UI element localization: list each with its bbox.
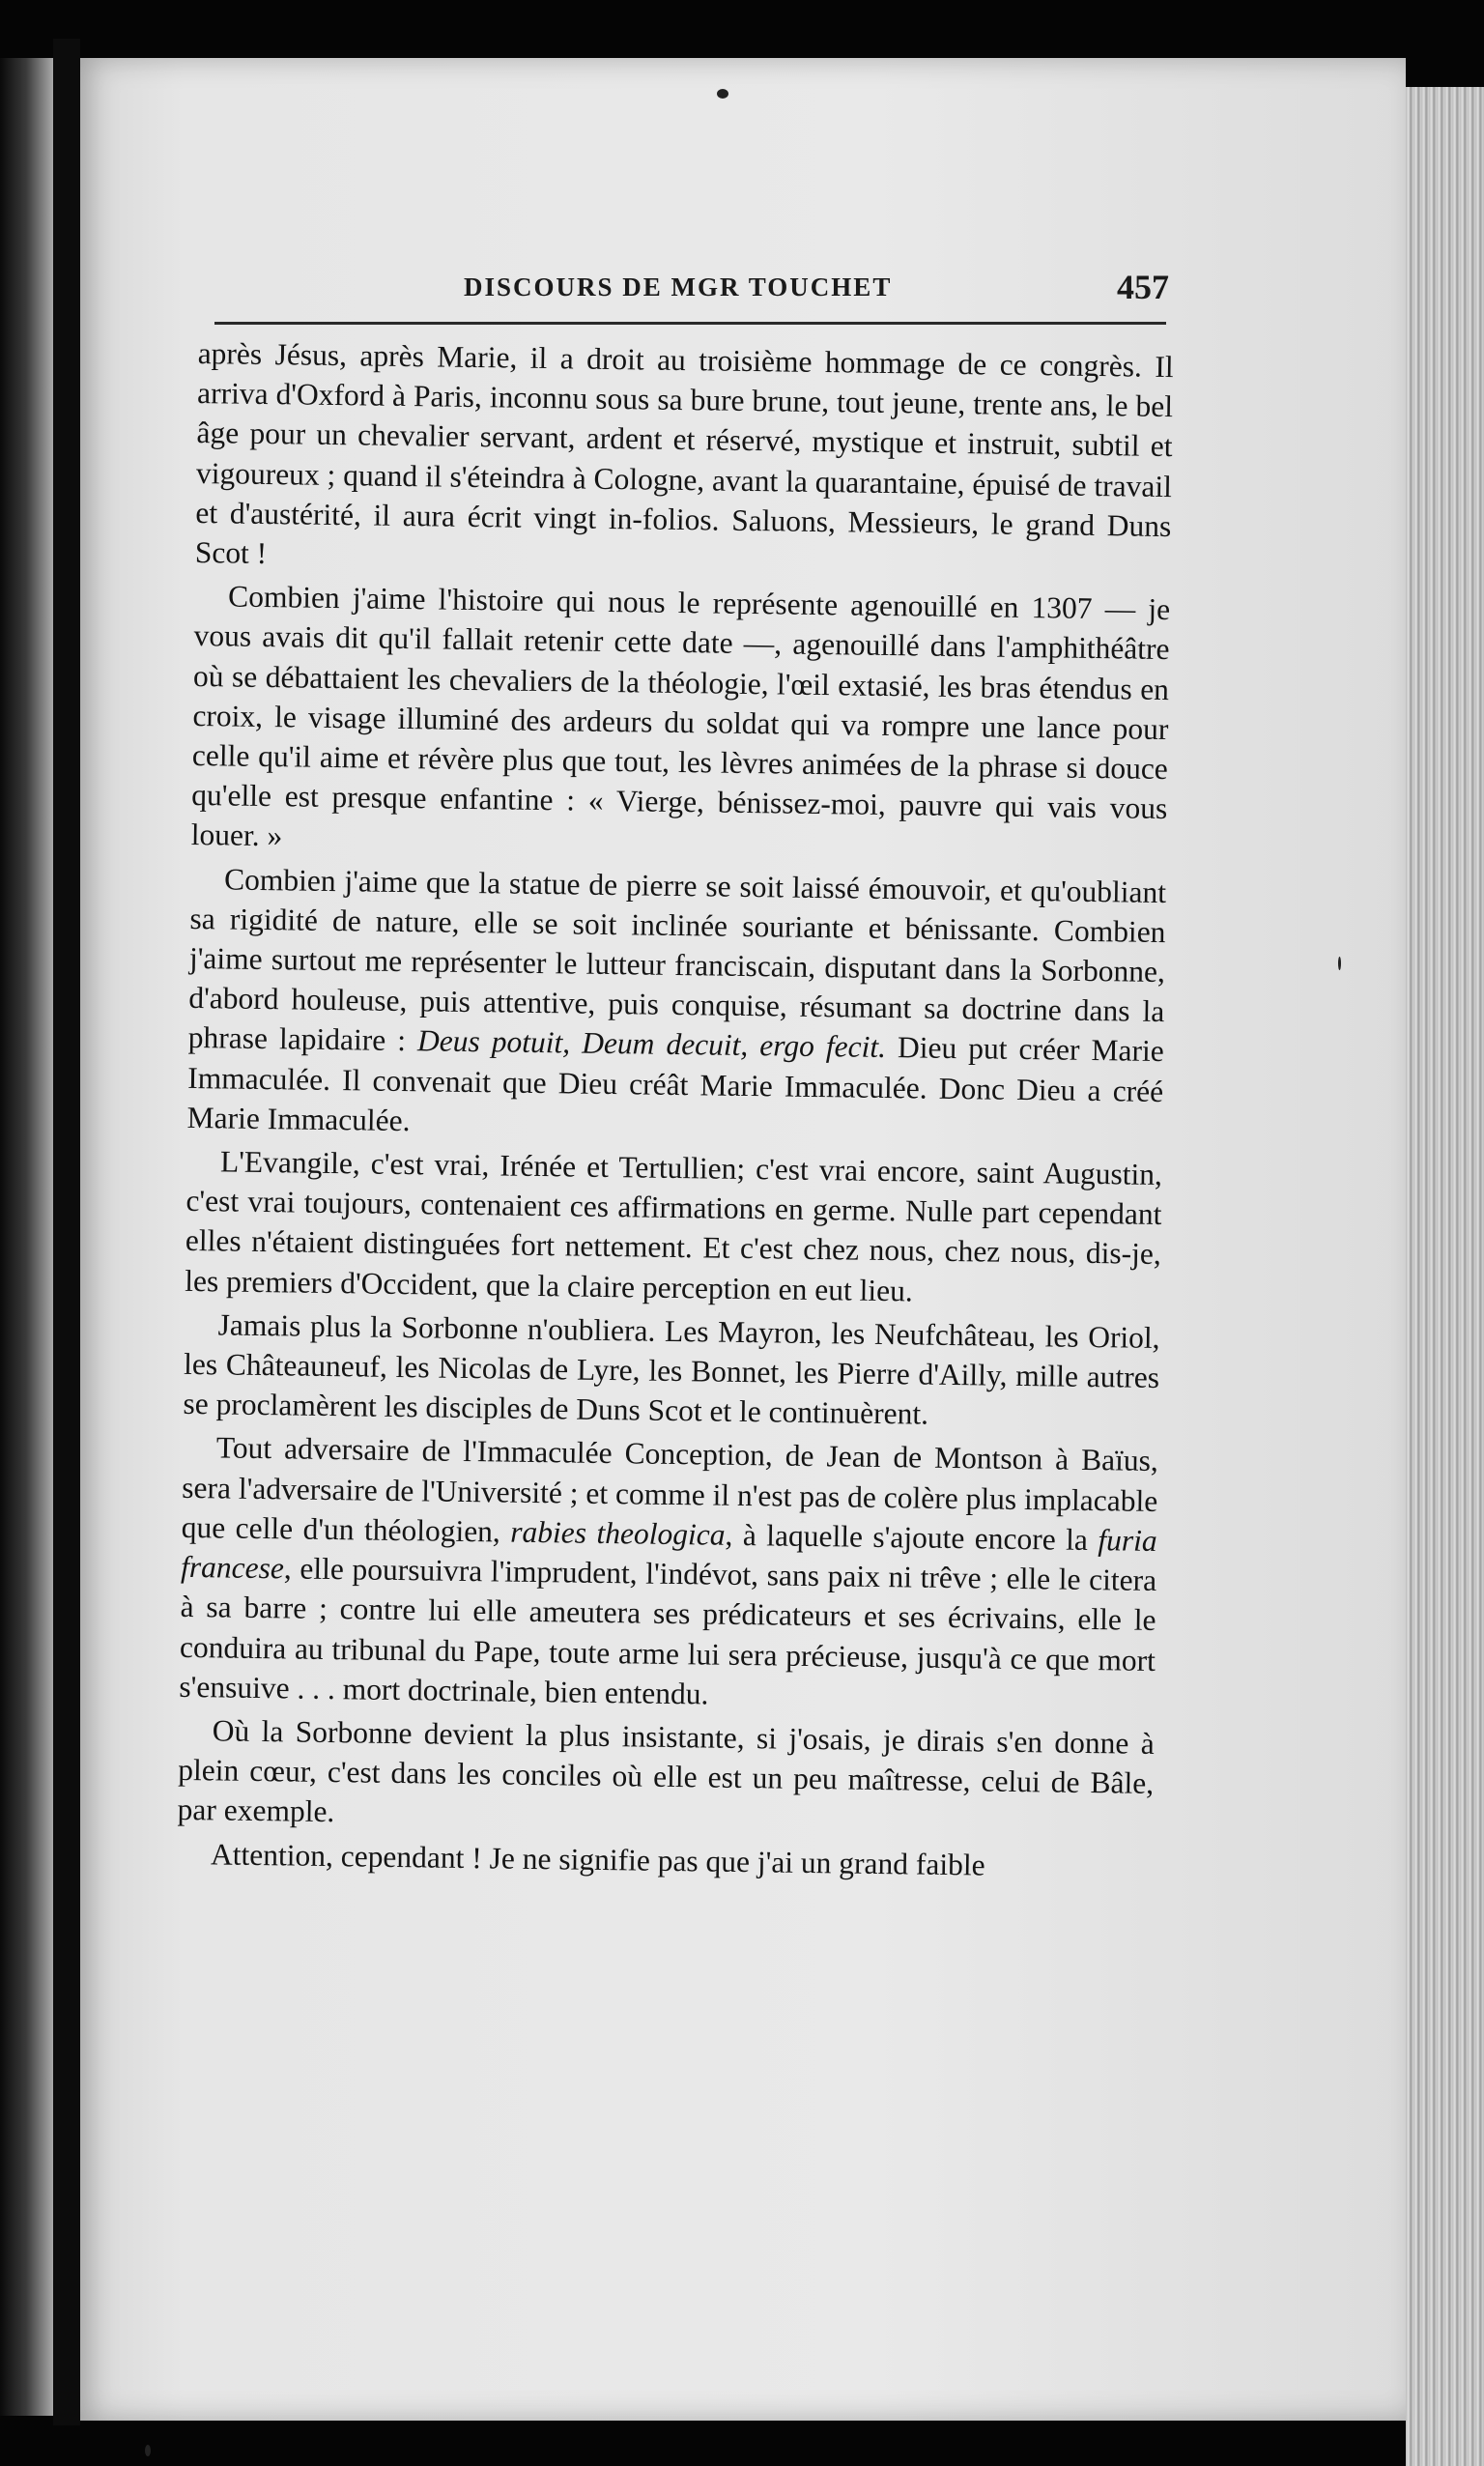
paragraph xyxy=(190,576,1170,868)
page-stack-edges xyxy=(1406,87,1484,2466)
paragraph xyxy=(177,1833,1153,1886)
text-run: Tout adversaire de l'Immaculée Conception, de Jean de Montson à Baïus, sera l'adversaire de l'Université ; et comme il n'est pas de colère plus implacable que celle d'un théologien, xyxy=(181,1430,1159,1549)
scan-speck xyxy=(717,89,728,99)
text-run: Où la Sorbonne devient la plus insistante, si j'osais, je dirais s'en donne à plein cœur, c'est dans les conciles où elle est un peu maîtresse, celui de Bâle, par exemple. xyxy=(177,1713,1155,1829)
body-text xyxy=(177,333,1174,1891)
text-run: après Jésus, après Marie, il a droit au troisième hommage de ce congrès. Il arriva d'Oxford à Paris, inconnu sous sa bure brune, tout jeune, trente ans, le bel âge pour un chevalier servant, ardent et réservé, mystique et instruit, subtil et vigoureux ; quand il s'éteindra à Cologne, avant la quarantaine, épuisé de travail et d'austérité, il aura écrit vingt in-folios. Saluons, Messieurs, le grand Duns Scot ! xyxy=(194,335,1174,571)
paragraph xyxy=(179,1427,1158,1719)
page-header xyxy=(464,268,1198,321)
text-run: , à laquelle s'ajoute encore la xyxy=(725,1517,1099,1558)
text-run: Dieu put créer Marie Immaculée. Il convenait que Dieu créât Marie Immaculée. Donc Dieu a créé Marie Immaculée. xyxy=(186,1030,1164,1138)
text-run: , elle poursuivra l'imprudent, l'indévot, sans paix ni trêve ; elle le citera à sa barre ; contre lui elle ameutera ses prédicateurs et ses écrivains, elle le conduira au tribunal du Pape, toute arme lui sera précieuse, jusqu'à ce que mort s'ensuive . . . mort doctrinale, bien entendu. xyxy=(179,1551,1157,1711)
page-number: 457 xyxy=(1117,268,1169,306)
latin-phrase: rabies theologica xyxy=(510,1514,726,1552)
scan-speck xyxy=(1338,957,1341,970)
text-run: Combien j'aime que la statue de pierre se soit laissé émouvoir, et qu'oubliant sa rigidité de nature, elle se soit inclinée souriante et bénissante. Combien j'aime surtout me représenter le lutteur franciscain, disputant dans la Sorbonne, d'abord houleuse, puis attentive, puis conquise, résumant sa doctrine dans la phrase lapidaire : xyxy=(187,862,1167,1058)
scan-speck xyxy=(145,2445,151,2456)
text-run: Combien j'aime l'histoire qui nous le représente agenouillé en 1307 — je vous avais dit qu'il fallait retenir cette date —, agenouillé dans l'amphithéâtre où se débattaient les chevaliers de la théologie, l'œil extasié, les bras étendus en croix, le visage illuminé des ardeurs du soldat qui va rompre une lance pour celle qu'il aime et révère plus que tout, les lèvres animées de la phrase si douce qu'elle est presque enfantine : « Vierge, bénissez-moi, pauvre qui vais vous louer. » xyxy=(190,579,1171,853)
running-title: DISCOURS DE MGR TOUCHET xyxy=(464,272,893,301)
text-run: Attention, cependant ! Je ne signifie pas que j'ai un grand faible xyxy=(210,1836,985,1882)
header-rule xyxy=(214,322,1166,325)
book-gutter xyxy=(53,39,80,2425)
adjacent-page-edge xyxy=(0,58,58,2416)
paragraph xyxy=(186,859,1166,1151)
italian-phrase: furia francese xyxy=(180,1523,1157,1586)
paragraph xyxy=(177,1710,1155,1844)
text-run: L'Evangile, c'est vrai, Irénée et Tertullien; c'est vrai encore, saint Augustin, c'est vrai toujours, contenaient ces affirmations en germe. Nulle part cependant elles n'étaient distinguées fort nettement. Et c'est chez nous, chez nous, dis-je, les premiers d'Occident, que la claire perception en eut lieu. xyxy=(185,1144,1163,1308)
latin-quote: Deus potuit, Deum decuit, ergo fecit. xyxy=(416,1023,887,1065)
text-run: Jamais plus la Sorbonne n'oubliera. Les Mayron, les Neufchâteau, les Oriol, les Châteauneuf, les Nicolas de Lyre, les Bonnet, les Pierre d'Ailly, mille autres se proclamèrent les disciples de Duns Scot et le continuèrent. xyxy=(183,1307,1160,1431)
paragraph xyxy=(183,1305,1160,1438)
paragraph xyxy=(195,333,1174,586)
paragraph xyxy=(185,1141,1162,1314)
